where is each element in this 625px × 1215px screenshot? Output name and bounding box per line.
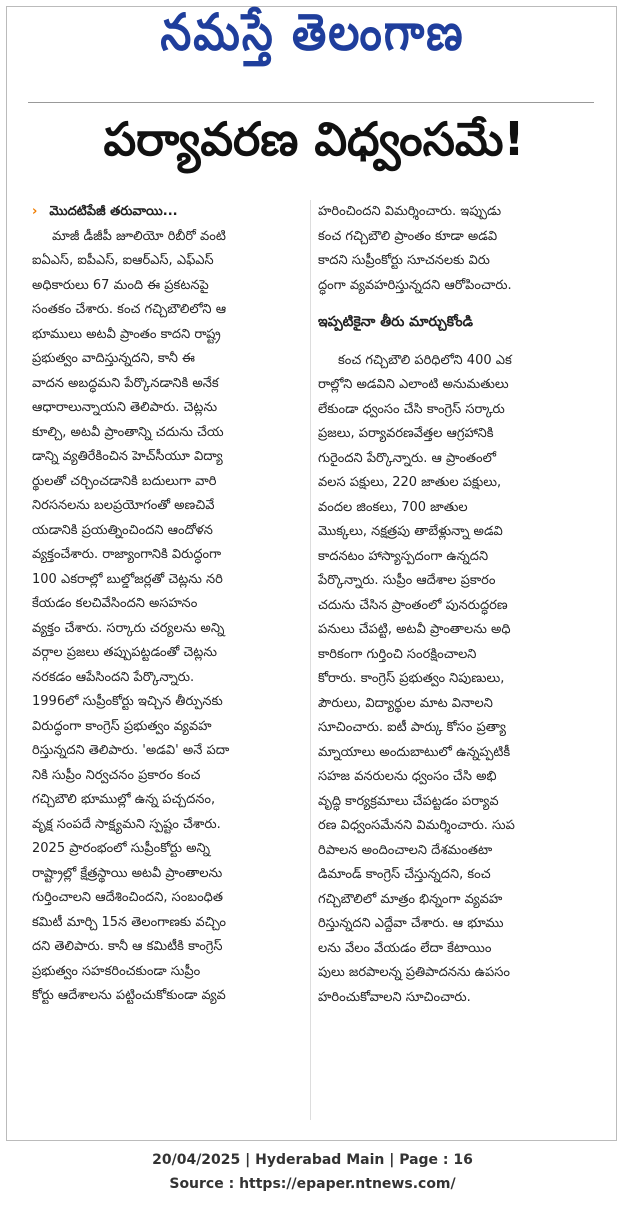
text-line: దని తెలిపారు. కానీ ఆ కమిటీకి కాంగ్రెస్ [32,939,223,954]
text-line: ద్ధంగా వ్యవహరిస్తున్నదని ఆరోపించారు. [318,277,512,293]
right-column [318,200,602,1010]
text-line: వాదన అబద్ధమని పేర్కొనడానికి అనేక [32,375,219,391]
continuation-line [32,200,304,225]
text-line: వృద్ధి కార్యక్రమాలు చేపట్టడం పర్యావ [318,793,499,809]
chevron-right-icon: › [32,204,38,219]
text-line: సూచించారు. ఐటీ పార్కు కోసం ప్రత్యా [318,720,506,735]
text-line: కేయడం కలచివేసిందని అసహనం [32,596,198,611]
text-line: రిపాలన అందించాలని దేశమంతటా [318,842,493,858]
text-line: గచ్చిబౌలి భూముల్లో ఉన్న పచ్చదనం, [32,792,216,807]
text-line: మ్నాయాలు అందుబాటులో ఉన్నప్పటికీ [318,744,511,760]
text-line: అధికారులు 67 మంది ఈ ప్రకటనపై [32,277,209,293]
text-line: కంచ గచ్చిబౌలి ప్రాంతం కూడా అడవి [318,228,498,244]
text-line: ప్రభుత్వం సహకరించకుండా సుప్రీం [32,963,201,979]
text-line: కంచ గచ్చిబౌలి పరిధిలోని 400 ఎక [338,352,512,368]
text-line: కూల్చి, అటవీ ప్రాంతాన్ని చదును చేయ [32,424,224,440]
text-line: పేర్కొన్నారు. సుప్రీం ఆదేశాల ప్రకారం [318,573,496,588]
text-line: ఆధారాలున్నాయని తెలిపారు. చెట్లను [32,400,218,415]
text-line: రిస్తున్నదని తెలిపారు. 'అడవి' అనే పదా [32,743,230,758]
right-column-text-top [318,200,602,298]
text-line: ఐఏఎస్, ఐపీఎస్, ఐఆర్ఎస్, ఎఫ్ఎస్ [32,253,214,268]
text-line: కోర్టు ఆదేశాలను పట్టించుకోకుండా వ్యవ [32,988,226,1003]
text-line: లను వేలం వేయడం లేదా కేటాయిం [318,940,492,956]
masthead-divider [28,102,594,103]
text-line: గచ్చిబౌలిలో మాత్రం భిన్నంగా వ్యవహ [318,891,503,907]
text-line: కారికంగా గుర్తించి సంరక్షించాలని [318,646,477,662]
subheading: ఇప్పటికైనా తీరు మార్చుకోండి [318,314,473,330]
text-line: 2025 ప్రారంభంలో సుప్రీంకోర్టు అన్ని [32,841,211,856]
text-line: రిస్తున్నదని ఎద్దేవా చేశారు. ఆ భూము [318,916,504,931]
text-line: వ్యక్తం చేశారు. సర్కారు చర్యలను అన్ని [32,620,225,636]
right-column-text-bottom [318,349,602,1011]
text-line: వ్యక్తంచేశారు. రాజ్యాంగానికి విరుద్ధంగా [32,547,222,562]
text-line: మొక్కలు, నక్షత్రపు తాబేళ్లున్నా అడవి [318,524,503,539]
left-column-text [32,225,304,1009]
footer-dateline: 20/04/2025 | Hyderabad Main | Page : 16 [152,1152,473,1168]
text-line: లేకుండా ధ్వంసం చేసి కాంగ్రెస్ సర్కారు [318,401,505,417]
text-line: వలస పక్షులు, 220 జాతుల పక్షులు, [318,475,502,490]
text-line: డిమాండ్ కాంగ్రెస్ చేస్తున్నదని, కంచ [318,867,491,882]
text-line: ర్థులతో చర్చించడానికి బదులుగా వారి [32,473,217,489]
text-line: ప్రభుత్వం వాదిస్తున్నదని, కానీ ఈ [32,351,195,366]
text-line: భూములు అటవీ ప్రాంతం కాదని రాష్ట్ర [32,326,221,342]
text-line: ప్రజలు, పర్యావరణవేత్తల ఆగ్రహానికి [318,426,494,441]
headline: పర్యావరణ విధ్వంసమే! [103,112,525,166]
text-line: కాదనటం హాస్యాస్పదంగా ఉన్నదని [318,548,489,564]
text-line: హరించుకోవాలని సూచించారు. [318,989,471,1005]
text-line: నరకడం ఆపేసిందని పేర్కొన్నారు. [32,669,195,685]
text-line: రణ విధ్వంసమేనని విమర్శించారు. సుప [318,818,515,833]
text-line: పులు జరపాలన్న ప్రతిపాదనను ఉపసం [318,965,510,980]
text-line: వృక్ష సంపదే సాక్ష్యమని స్పష్టం చేశారు. [32,816,221,832]
text-line: కాదని సుప్రీంకోర్టు సూచనలకు విరు [318,253,490,268]
text-line: మాజీ డీజీపీ జూలియో రిబీరో వంటి [52,228,226,244]
text-line: సహజ వనరులను ధ్వంసం చేసి అభి [318,769,497,784]
text-line: గుర్తించాలని ఆదేశించిందని, సంబంధిత [32,890,223,905]
continuation-label: మొదటిపేజీ తరువాయి... [49,204,178,219]
text-line: పనులు చేపట్టి, అటవీ ప్రాంతాలను అధి [318,622,511,637]
text-line: వందల జింకలు, 700 జాతుల [318,499,468,515]
text-line: చదును చేసిన ప్రాంతంలో పునరుద్ధరణ [318,597,508,613]
text-line: గురైందని పేర్కొన్నారు. ఆ ప్రాంతంలో [318,450,496,466]
footer-source: Source : https://epaper.ntnews.com/ [169,1176,456,1192]
text-line: 100 ఎకరాల్లో బుల్డోజర్లతో చెట్లను నరి [32,571,223,587]
text-line: వర్గాల ప్రజలు తప్పుపట్టడంతో చెట్లను [32,645,217,660]
text-line: విరుద్ధంగా కాంగ్రెస్ ప్రభుత్వం వ్యవహ [32,718,212,734]
text-line: 1996లో సుప్రీంకోర్టు ఇచ్చిన తీర్పునకు [32,694,223,709]
text-line: కమిటీ మార్చి 15న తెలంగాణకు వచ్చిం [32,914,226,930]
text-line: సంతకం చేశారు. కంచ గచ్చిబౌలిలోని ఆ [32,302,227,317]
column-divider [310,200,311,1120]
text-line: కోరారు. కాంగ్రెస్ ప్రభుత్వం నిపుణులు, [318,671,505,686]
text-line: పౌరులు, విద్యార్థుల మాట వినాలని [318,695,493,711]
masthead-logo: నమస్తే తెలంగాణ [160,3,465,62]
text-line: నిరసనలను బలప్రయోగంతో అణచివే [32,498,215,513]
text-line: రాల్లోని అడవిని ఎలాంటి అనుమతులు [318,377,509,392]
text-line: నికి సుప్రీం నిర్వచనం ప్రకారం కంచ [32,767,201,783]
left-column [32,200,304,1009]
text-line: హరించిందని విమర్శించారు. ఇప్పుడు [318,204,502,219]
text-line: యడానికి ప్రయత్నించిందని ఆందోళన [32,522,213,538]
text-line: రాష్ట్రాల్లో క్షేత్రస్థాయి అటవీ ప్రాంతాలను [32,865,223,881]
text-line: డాన్ని వ్యతిరేకించిన హెచ్‌సీయూ విద్యా [32,449,223,464]
